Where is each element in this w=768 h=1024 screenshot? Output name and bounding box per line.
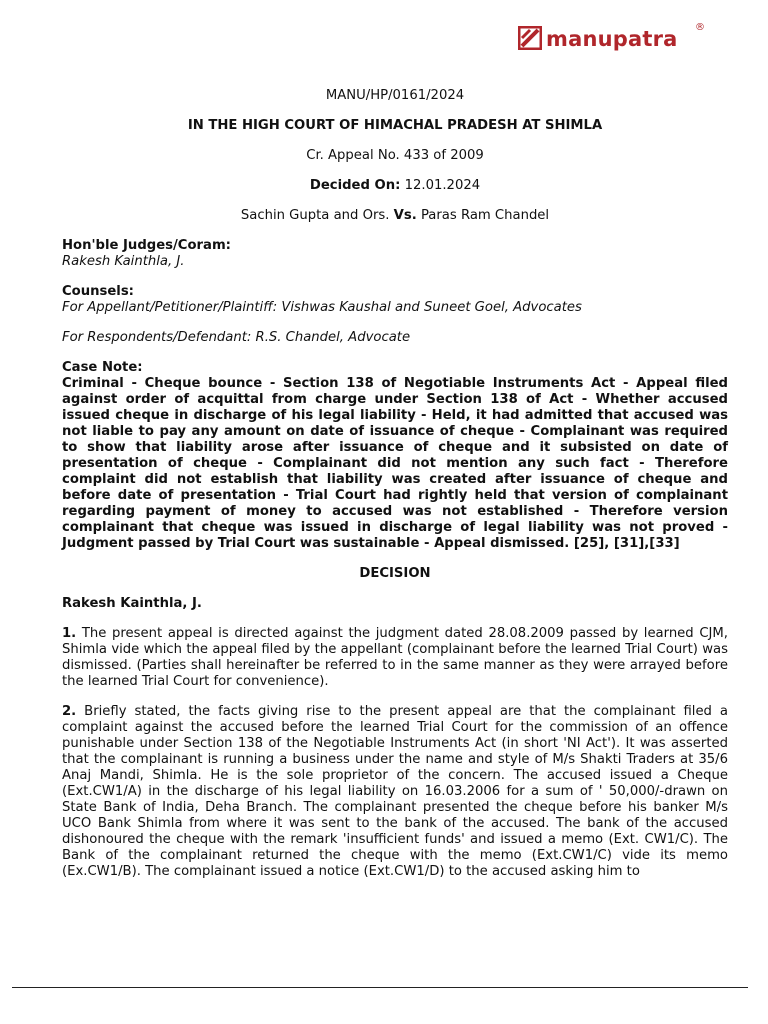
counsel-appellant: For Appellant/Petitioner/Plaintiff: Vishwas Kaushal and Suneet Goel, Advocates xyxy=(62,300,582,315)
brand-name: manupatra xyxy=(546,27,678,51)
paragraph-number: 1. xyxy=(62,626,77,641)
parties xyxy=(62,208,728,224)
case-note-section xyxy=(62,360,728,552)
counsels-section xyxy=(62,284,728,346)
versus: Vs. xyxy=(393,208,417,223)
paragraph-text: The present appeal is directed against the judgment dated 28.08.2009 passed by learned CJM, Shimla vide which the appeal filed by the appellant (complainant before the learned Trial Court) was dismissed. (Parties shall hereinafter be referred to in the same manner as they were arrayed before the learned Trial Court for convenience). xyxy=(62,626,728,689)
case-note-heading: Case Note: xyxy=(62,360,143,375)
court-name: IN THE HIGH COURT OF HIMACHAL PRADESH AT SHIMLA xyxy=(187,118,603,133)
decided-on xyxy=(62,178,728,194)
manupatra-logo xyxy=(518,24,708,54)
document-content xyxy=(62,86,728,880)
paragraph-2 xyxy=(62,704,728,880)
paragraph-number: 2. xyxy=(62,704,77,719)
counsels-heading: Counsels: xyxy=(62,284,134,299)
decision-heading: DECISION xyxy=(359,566,431,581)
registered-mark: ® xyxy=(695,22,705,33)
counsel-respondent: For Respondents/Defendant: R.S. Chandel, Advocate xyxy=(62,330,411,345)
decided-on-date: 12.01.2024 xyxy=(404,178,481,193)
appeal-number: Cr. Appeal No. 433 of 2009 xyxy=(306,148,484,163)
case-note-body: Criminal - Cheque bounce - Section 138 of Negotiable Instruments Act - Appeal filed against order of acquittal from charge under Section 138 of Act - Whether accused issued cheque in discharge of his legal liability - Held, it had admitted that accused was not liable to pay any amount on date of issuance of cheque - Complainant was required to show that liability arose after issuance of cheque and it subsisted on date of presentation of cheque - Complainant did not mention any such fact - Therefore complaint did not establish that liability was created after issuance of cheque and before date of presentation - Trial Court had rightly held that version of complainant regarding payment of money to accused was not established - Therefore version complainant that cheque was issued in discharge of legal liability was not proved - Judgment passed by Trial Court was sustainable - Appeal dismissed. [25], [31],[33] xyxy=(62,376,728,551)
judge-name: Rakesh Kainthla, J. xyxy=(62,254,185,269)
party-appellant: Sachin Gupta and Ors. xyxy=(240,208,390,223)
paragraph-1 xyxy=(62,626,728,690)
judges-heading: Hon'ble Judges/Coram: xyxy=(62,238,231,253)
manupatra-logo-icon xyxy=(518,26,542,50)
party-respondent: Paras Ram Chandel xyxy=(420,208,550,223)
citation: MANU/HP/0161/2024 xyxy=(325,88,465,103)
footer-divider xyxy=(12,987,748,988)
paragraph-text: Briefly stated, the facts giving rise to the present appeal are that the complainant filed a complaint against the accused before the learned Trial Court for the commission of an offence punishable under Section 138 of the Negotiable Instruments Act (in short 'NI Act'). It was asserted that the complainant is running a business under the name and style of M/s Shakti Traders at 35/6 Anaj Mandi, Shimla. He is the sole proprietor of the concern. The accused issued a Cheque (Ext.CW1/A) in the discharge of his legal liability on 16.03.2006 for a sum of ' 50,000/-drawn on State Bank of India, Deha Branch. The complainant presented the cheque before his banker M/s UCO Bank Shimla from where it was sent to the bank of the accused. The bank of the accused dishonoured the cheque with the remark 'insufficient funds' and issued a memo (Ext. CW1/C). The Bank of the complainant returned the cheque with the memo (Ext.CW1/C) vide its memo (Ex.CW1/B). The complainant issued a notice (Ext.CW1/D) to the accused asking him to xyxy=(62,704,728,879)
decision-judge: Rakesh Kainthla, J. xyxy=(62,596,202,611)
judges-section xyxy=(62,238,728,270)
decided-on-label: Decided On: xyxy=(309,178,401,193)
